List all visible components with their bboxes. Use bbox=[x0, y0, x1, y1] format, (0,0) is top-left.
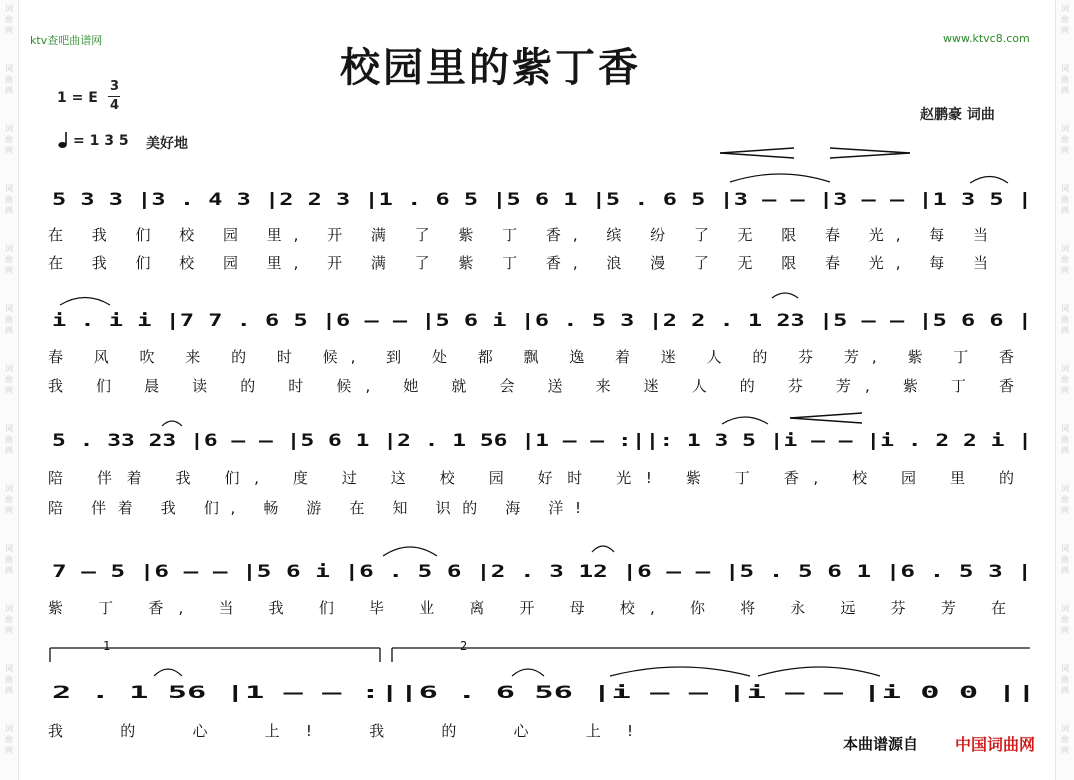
watermark-char: 词 bbox=[5, 424, 13, 433]
lyric-line: 陪 伴着 我 们, 畅 游 在 知 识的 海 洋! bbox=[48, 499, 581, 517]
watermark-char: 词 bbox=[1061, 664, 1069, 673]
hairpin-decrescendo bbox=[720, 148, 794, 158]
watermark-char: 网 bbox=[1061, 26, 1069, 35]
watermark-char: 词 bbox=[1061, 364, 1069, 373]
watermark-char: 词 bbox=[5, 124, 13, 133]
watermark-char: 词 bbox=[1061, 64, 1069, 73]
watermark-char: 网 bbox=[5, 446, 13, 455]
watermark-char: 曲 bbox=[1061, 615, 1069, 624]
site-link-left[interactable]: ktv查吧曲谱网 bbox=[30, 34, 103, 47]
slur bbox=[730, 174, 830, 182]
volta-bracket-2 bbox=[392, 648, 1030, 662]
watermark-char: 曲 bbox=[1061, 75, 1069, 84]
watermark-char: 网 bbox=[1061, 266, 1069, 275]
watermark-char: 曲 bbox=[1061, 255, 1069, 264]
notation-row: 7 – 5 |6 – – |5 6 i |6 . 5 6 |2 . 3 12 |6 – – |5 . 5 6 1 |6 . 5 3 | bbox=[52, 562, 1032, 582]
watermark-char: 网 bbox=[5, 266, 13, 275]
watermark-char: 网 bbox=[5, 506, 13, 515]
lyric-line: 在 我 们 校 园 里, 开 满 了 紫 丁 香, 缤 纷 了 无 限 春 光, 每 当 bbox=[48, 226, 989, 244]
watermark-char: 网 bbox=[1061, 746, 1069, 755]
watermark-char: 曲 bbox=[1061, 555, 1069, 564]
watermark-char: 曲 bbox=[5, 435, 13, 444]
time-signature-top: 3 bbox=[110, 79, 120, 94]
song-title: 校园里的紫丁香 bbox=[340, 45, 641, 91]
slur bbox=[970, 177, 1008, 184]
watermark-char: 词 bbox=[5, 304, 13, 313]
watermark-char: 网 bbox=[1061, 386, 1069, 395]
watermark-char: 曲 bbox=[5, 255, 13, 264]
watermark-char: 词 bbox=[1061, 724, 1069, 733]
slur bbox=[772, 293, 798, 298]
watermark-char: 词 bbox=[1061, 604, 1069, 613]
watermark-char: 曲 bbox=[5, 315, 13, 324]
slur bbox=[592, 546, 614, 552]
lyric-line: 我 们 晨 读 的 时 候, 她 就 会 送 来 迷 人 的 芬 芳, 紫 丁 香 bbox=[48, 377, 1014, 395]
watermark-char: 词 bbox=[1061, 124, 1069, 133]
watermark-char: 曲 bbox=[5, 675, 13, 684]
watermark-char: 网 bbox=[5, 146, 13, 155]
watermark-char: 词 bbox=[5, 64, 13, 73]
watermark-char: 曲 bbox=[5, 135, 13, 144]
watermark-char: 词 bbox=[1061, 484, 1069, 493]
watermark-char: 曲 bbox=[5, 15, 13, 24]
watermark-char: 网 bbox=[5, 566, 13, 575]
watermark-char: 词 bbox=[1061, 184, 1069, 193]
time-signature-bottom: 4 bbox=[110, 98, 120, 113]
watermark-char: 曲 bbox=[5, 195, 13, 204]
hairpin-crescendo bbox=[830, 148, 910, 158]
key-signature: 1 = E bbox=[57, 90, 98, 106]
slur bbox=[383, 547, 437, 556]
watermark-char: 网 bbox=[5, 686, 13, 695]
lyric-line: 在 我 们 校 园 里, 开 满 了 紫 丁 香, 浪 漫 了 无 限 春 光, 每 当 bbox=[48, 254, 989, 272]
watermark-char: 词 bbox=[5, 544, 13, 553]
watermark-char: 曲 bbox=[1061, 735, 1069, 744]
watermark-char: 词 bbox=[1061, 4, 1069, 13]
slur bbox=[154, 669, 182, 676]
tempo-marking: = 1 3 5 bbox=[73, 133, 129, 149]
watermark-char: 曲 bbox=[5, 375, 13, 384]
credits: 赵鹏豪 词曲 bbox=[920, 107, 995, 123]
watermark-char: 网 bbox=[5, 86, 13, 95]
watermark-char: 网 bbox=[1061, 566, 1069, 575]
watermark-char: 网 bbox=[1061, 446, 1069, 455]
slur bbox=[758, 667, 880, 676]
watermark-char: 曲 bbox=[1061, 495, 1069, 504]
notation-row: 2 . 1 56 |1 – – :||6 . 6 56 |i – – |i – – |i 0 0 || bbox=[52, 683, 1036, 703]
watermark-char: 网 bbox=[5, 206, 13, 215]
watermark-char: 网 bbox=[1061, 326, 1069, 335]
watermark-char: 曲 bbox=[5, 555, 13, 564]
watermark-char: 网 bbox=[1061, 626, 1069, 635]
notation-row: 5 . 33 23 |6 – – |5 6 1 |2 . 1 56 |1 – – :||: 1 3 5 |i – – |i . 2 2 i | bbox=[52, 431, 1032, 451]
mood-marking: 美好地 bbox=[146, 136, 188, 152]
watermark-char: 网 bbox=[5, 626, 13, 635]
footer-source-site[interactable]: 中国词曲网 bbox=[955, 735, 1036, 754]
watermark-char: 曲 bbox=[5, 735, 13, 744]
watermark-char: 网 bbox=[5, 26, 13, 35]
footer-source-label: 本曲谱源自 bbox=[843, 735, 919, 753]
volta-number-2: 2 bbox=[460, 639, 468, 653]
watermark-char: 曲 bbox=[5, 615, 13, 624]
watermark-char: 曲 bbox=[1061, 435, 1069, 444]
watermark-char: 网 bbox=[5, 386, 13, 395]
slur bbox=[610, 667, 750, 676]
slur bbox=[60, 298, 110, 306]
watermark-char: 词 bbox=[1061, 244, 1069, 253]
notation-row: i . i i |7 7 . 6 5 |6 – – |5 6 i |6 . 5 3 |2 2 . 1 23 |5 – – |5 6 6 | bbox=[52, 311, 1032, 331]
site-link-right[interactable]: www.ktvc8.com bbox=[943, 32, 1030, 45]
watermark-char: 曲 bbox=[1061, 195, 1069, 204]
watermark-char: 词 bbox=[5, 364, 13, 373]
watermark-char: 词 bbox=[5, 184, 13, 193]
watermark-char: 词 bbox=[5, 724, 13, 733]
watermark-char: 词 bbox=[5, 664, 13, 673]
watermark-char: 曲 bbox=[1061, 375, 1069, 384]
watermark-char: 网 bbox=[5, 746, 13, 755]
watermark-char: 词 bbox=[1061, 544, 1069, 553]
watermark-char: 词 bbox=[5, 244, 13, 253]
watermark-char: 词 bbox=[5, 484, 13, 493]
lyric-line: 春 风 吹 来 的 时 候, 到 处 都 飘 逸 着 迷 人 的 芬 芳, 紫 丁 香 bbox=[48, 348, 1015, 366]
watermark-char: 曲 bbox=[1061, 15, 1069, 24]
volta-bracket-1 bbox=[50, 648, 380, 662]
lyric-line: 紫 丁 香, 当 我 们 毕 业 离 开 母 校, 你 将 永 远 芬 芳 在 bbox=[48, 599, 1007, 617]
watermark-char: 曲 bbox=[1061, 135, 1069, 144]
watermark-char: 词 bbox=[1061, 304, 1069, 313]
watermark-char: 网 bbox=[5, 326, 13, 335]
slur bbox=[722, 417, 768, 424]
notation-row: 5 3 3 |3 . 4 3 |2 2 3 |1 . 6 5 |5 6 1 |5 . 6 5 |3 – – |3 – – |1 3 5 | bbox=[52, 190, 1032, 210]
watermark-char: 网 bbox=[1061, 506, 1069, 515]
slur bbox=[162, 421, 182, 426]
watermark-char: 曲 bbox=[5, 495, 13, 504]
lyric-line: 陪 伴着 我 们, 度 过 这 校 园 好时 光! 紫 丁 香, 校 园 里 的 bbox=[48, 469, 1014, 487]
watermark-char: 词 bbox=[1061, 424, 1069, 433]
watermark-char: 曲 bbox=[1061, 675, 1069, 684]
volta-number-1: 1 bbox=[103, 639, 111, 653]
lyric-line: 我 的 心 上! 我 的 心 上! bbox=[48, 722, 633, 740]
watermark-char: 曲 bbox=[5, 75, 13, 84]
watermark-char: 词 bbox=[5, 4, 13, 13]
watermark-char: 网 bbox=[1061, 206, 1069, 215]
watermark-char: 网 bbox=[1061, 686, 1069, 695]
slur bbox=[512, 669, 544, 676]
watermark-char: 网 bbox=[1061, 146, 1069, 155]
watermark-char: 网 bbox=[1061, 86, 1069, 95]
watermark-char: 曲 bbox=[1061, 315, 1069, 324]
hairpin-decrescendo bbox=[790, 413, 862, 423]
watermark-char: 词 bbox=[5, 604, 13, 613]
